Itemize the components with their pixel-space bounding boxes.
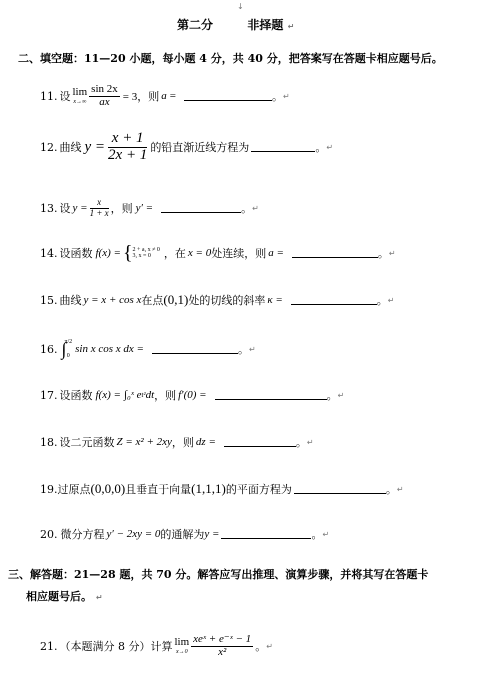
answer-header-line2-text: 相应题号后。: [26, 590, 92, 603]
section-title: [177, 16, 294, 33]
q12-lhs: y =: [84, 138, 106, 155]
answer-header-line1: 三、解答题：21—28 题，共 70 分。解答应写出推理、演算步骤，并将其写在答题卡: [8, 568, 429, 581]
q13-answer-blank[interactable]: [161, 203, 241, 213]
q16-num: 16.: [40, 342, 58, 356]
q21-end: 。: [255, 640, 267, 653]
q17-dt: dt: [145, 389, 155, 401]
question-21: [40, 628, 273, 664]
q16-answer-blank[interactable]: [152, 344, 238, 354]
q16-upper: π/2: [64, 338, 73, 345]
q11-lim: [73, 87, 88, 105]
q15-var: κ =: [267, 294, 283, 306]
q13-pre: 设: [59, 202, 71, 215]
q20-answer-blank[interactable]: [221, 529, 311, 539]
q19-post: 的平面方程为: [225, 483, 292, 496]
q11-end: 。: [271, 91, 283, 103]
q21-numerator: xeˣ + e⁻ˣ − 1: [193, 632, 252, 645]
q18-answer-blank[interactable]: [224, 437, 296, 447]
q12-fraction: [108, 131, 147, 164]
q20-num: 20.: [40, 527, 58, 541]
paragraph-mark: ↵: [282, 91, 290, 101]
q15-expr: y = x + cos x: [83, 294, 142, 306]
q13-mid: ，则: [110, 202, 133, 215]
q19-pre: 过原点: [57, 483, 91, 496]
q11-answer-blank[interactable]: [184, 91, 272, 101]
paragraph-mark: ↵: [337, 390, 345, 400]
q18-var: dz =: [195, 436, 216, 448]
q14-cond: x = 0: [187, 247, 212, 259]
paragraph-mark: ↵: [287, 22, 295, 31]
question-17: [40, 382, 344, 408]
integral-sign: ∫: [61, 338, 67, 359]
q19-mid: 且垂直于向量: [125, 483, 192, 496]
q21-num: 21.: [40, 639, 58, 653]
q14-num: 14.: [40, 246, 58, 260]
q12-num: 12.: [40, 140, 58, 154]
q19-answer-blank[interactable]: [294, 484, 386, 494]
section-title-a: 第二分: [177, 18, 214, 32]
q15-answer-blank[interactable]: [291, 295, 377, 305]
q15-num: 15.: [40, 293, 58, 307]
q17-integral: ∫₀ˣ e: [123, 389, 142, 401]
paragraph-mark: ↵: [388, 248, 396, 258]
q21-lim-sub: x→0: [176, 648, 188, 655]
q19-point: (0,0,0): [90, 481, 126, 496]
q15-pre: 曲线: [59, 294, 82, 307]
q14-pre: 设函数: [59, 247, 93, 260]
q20-expr: y′ − 2xy = 0: [106, 528, 161, 540]
q14-mid: ，在: [163, 247, 186, 260]
question-16: [40, 333, 256, 365]
q13-var: y′ =: [135, 202, 154, 214]
q19-vector: (1,1,1): [191, 481, 226, 496]
q16-lower: 0: [66, 353, 70, 359]
q13-numerator: x: [90, 198, 109, 208]
q16-spacer: [64, 345, 72, 353]
q17-pre: 设函数: [59, 389, 93, 402]
q20-end: 。: [311, 528, 323, 541]
q14-answer-blank[interactable]: [292, 248, 378, 258]
q14-fx: f(x) =: [95, 247, 121, 259]
q17-num: 17.: [40, 388, 58, 402]
question-13: [40, 193, 259, 223]
q16-expr: sin x cos x dx =: [75, 343, 144, 355]
q21-denominator: x²: [218, 645, 227, 658]
paragraph-mark: ↵: [322, 529, 330, 539]
question-15: [40, 289, 394, 311]
q18-expr: Z = x² + 2xy: [116, 436, 172, 448]
q20-pre: 微分方程: [60, 528, 105, 541]
q21-fraction: [191, 634, 253, 658]
fill-header: 二、填空题：11—20 小题，每小题 4 分，共 40 分，把答案写在答题卡相应题号后。: [18, 52, 443, 65]
paragraph-mark: ↵: [95, 593, 103, 602]
q14-mid2: 处连续，则: [211, 247, 267, 260]
q15-end: 。: [376, 294, 388, 307]
q12-pre: 曲线: [59, 141, 82, 154]
q13-num: 13.: [40, 201, 58, 215]
paragraph-mark: ↵: [266, 641, 273, 651]
paragraph-mark: ↵: [396, 484, 404, 494]
q14-brace: {: [122, 242, 133, 264]
q16-end: 。: [237, 343, 249, 356]
q14-end: 。: [377, 247, 389, 260]
q18-num: 18.: [40, 435, 58, 449]
q21-pre: （本题满分 8 分）计算: [59, 640, 173, 653]
q15-point: (0,1): [163, 292, 189, 307]
q12-answer-blank[interactable]: [251, 142, 315, 152]
answer-header-line2: [26, 588, 103, 604]
q11-pre: 设: [59, 90, 71, 103]
q14-piece1: 2 + a, x ≠ 0: [132, 246, 160, 253]
question-12: [40, 126, 333, 168]
question-14: [40, 240, 396, 266]
q14-var: a =: [268, 247, 284, 259]
section-title-b: 非择题: [247, 18, 284, 32]
q20-post: 的通解为: [160, 528, 205, 541]
q17-var: f′(0) =: [178, 389, 207, 401]
q18-pre: 设二元函数: [59, 436, 115, 449]
q13-denominator: 1 + x: [89, 207, 109, 218]
q13-lhs: y =: [72, 202, 88, 214]
q17-exponent: t²: [141, 391, 146, 399]
q21-lim: [175, 637, 190, 655]
paragraph-mark: ↵: [326, 142, 334, 152]
q11-eq: =: [169, 90, 176, 102]
question-11: [40, 80, 290, 112]
q11-numerator: sin 2x: [91, 82, 118, 95]
q11-denominator: ax: [99, 95, 110, 108]
q18-end: 。: [295, 436, 307, 449]
q11-lim-sub: x→∞: [73, 98, 87, 105]
q17-answer-blank[interactable]: [215, 390, 327, 400]
q19-end: 。: [385, 483, 397, 496]
q20-var: y =: [204, 528, 220, 540]
q13-end: 。: [241, 202, 253, 215]
q15-mid: 在点: [141, 294, 164, 307]
paragraph-mark: ↵: [252, 203, 259, 213]
question-19: [40, 478, 404, 500]
q13-fraction: [90, 198, 109, 218]
q12-post: 的铅直渐近线方程为: [150, 141, 250, 154]
q16-limits: [61, 338, 73, 360]
q17-fx: f(x) =: [95, 389, 121, 401]
paragraph-mark: ↵: [248, 344, 256, 354]
q11-fraction: [89, 84, 120, 108]
q19-num: 19.: [40, 482, 58, 496]
q11-lim-word: lim: [72, 86, 88, 99]
q11-var: a: [161, 90, 167, 102]
edit-mark: ↓: [237, 2, 244, 11]
q18-mid: ，则: [171, 436, 194, 449]
q17-mid: ，则: [154, 389, 177, 402]
q15-mid2: 处的切线的斜率: [188, 294, 266, 307]
paragraph-mark: ↵: [306, 437, 314, 447]
paragraph-mark: ↵: [387, 295, 395, 305]
q11-num: 11.: [40, 89, 58, 103]
q14-piecewise: [133, 247, 160, 260]
q14-piece2: 3, x = 0: [132, 253, 151, 259]
q21-lim-word: lim: [174, 636, 190, 649]
question-20: [40, 523, 329, 545]
q12-numerator: x + 1: [108, 131, 147, 148]
question-18: [40, 431, 314, 453]
q11-mid: = 3，则: [122, 91, 160, 103]
q17-end: 。: [326, 389, 338, 402]
q12-denominator: 2x + 1: [108, 146, 148, 163]
q12-end: 。: [315, 141, 327, 154]
